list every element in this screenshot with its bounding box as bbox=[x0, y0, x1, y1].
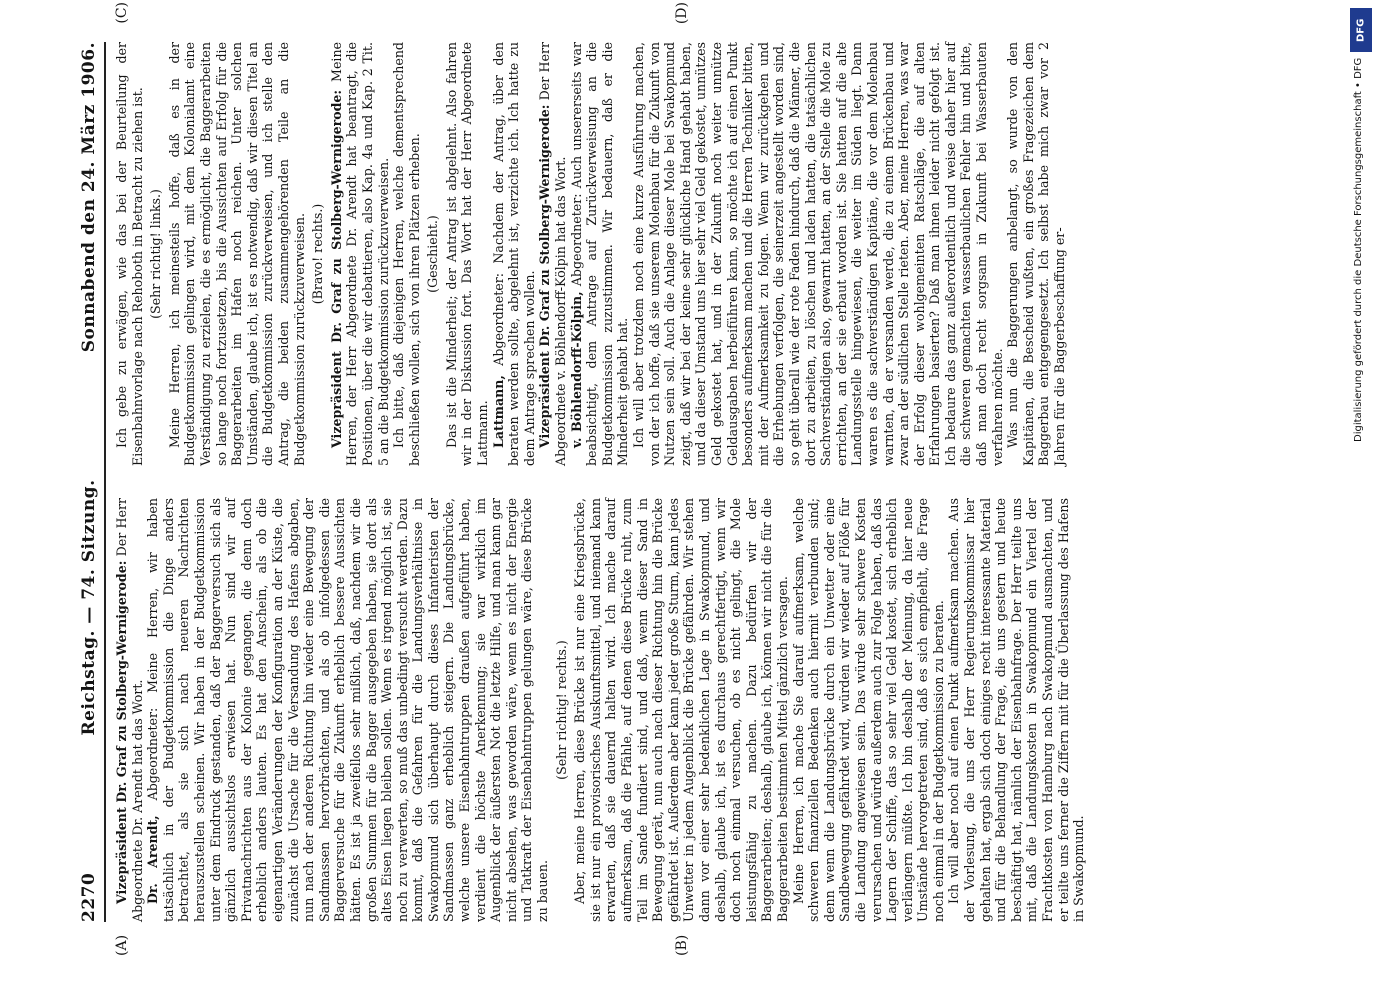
paragraph bbox=[946, 498, 1086, 922]
paragraph bbox=[791, 498, 947, 922]
paragraph bbox=[631, 42, 1005, 466]
paragraph-text: Aber, meine Herren, diese Brücke ist nur eine Kriegsbrücke, sie ist nur ein provisorisches Auskunftsmittel, und niemand kann erwarten, daß sie dauernd halten wird. Ich mache darauf aufmerksam, daß die Pfähle, auf denen diese Brücke ruht, zum Teil im Sande fundiert sind, und daß, wenn dieser Sand in Bewegung gerät, nun auch nach dieser Richtung hin die Brücke gefährdet ist. Außerdem aber kann jeder große Sturm, kann jedes Unwetter in jedem Augenblick die Brücke gefährden. Wir stehen dann vor einer sehr bedenklichen Lage in Swakopmund, und deshalb, glaube ich, ist es durchaus gerechtfertigt, wenn wir doch noch einmal versuchen, ob es nicht gelingt, die Mole leistungsfähig zu machen. Dazu bedürfen wir der Baggerarbeiten; deshalb, glaube ich, können wir nicht die für die Baggerarbeiten bestimmten Mittel gänzlich versagen. bbox=[572, 498, 790, 922]
interjection: (Geschieht.) bbox=[425, 215, 441, 293]
interjection: (Bravo! rechts.) bbox=[310, 203, 326, 305]
paragraph-text: Abgeordneter: Nachdem der Antrag, über den beraten werden sollte, abgelehnt ist, verzichte ich. Ich hatte zu dem Antrage sprechen wollen. bbox=[490, 42, 537, 466]
paragraph-text: Ich will aber noch auf einen Punkt aufmerksam machen. Aus der Vorlesung, die uns der Herr Regierungskommissar hier gehalten hat, ergab sich doch einiges recht interessante Material und für die Behandlung der Frage, die uns gestern und heute beschäftigt hat, nämlich der Eisenbahnfrage. Der Herr teilte uns mit, daß die Landungskosten in Swakopmund ein Viertel der Frachtkosten von Hamburg nach Swakopmund ausmachten, und er teilte uns ferner die Ziffern mit für die Überlassung des Hafens in Swakopmund. bbox=[946, 498, 1087, 922]
paragraph-text: Das ist die Minderheit; der Antrag ist abgelehnt. Also fahren wir in der Diskussion fort. Das Wort hat der Herr Abgeordnete Lattmann. bbox=[443, 42, 491, 466]
speaker-name: Lattmann, bbox=[490, 375, 506, 448]
paragraph bbox=[145, 498, 550, 922]
digitization-sidebar bbox=[1349, 8, 1373, 988]
interjection: (Sehr richtig! rechts.) bbox=[553, 640, 569, 780]
paragraph-text: Abgeordneter: Auch unsererseits war beabsichtigt, dem Antrage auf Zurückverweisung an die Budgetkommission zuzustimmen. Wir bedauern, daß er die Minderheit gehabt hat. bbox=[568, 42, 631, 466]
paragraph-text: Der Herr Abgeordnete v. Böhlendorff-Kölpin hat das Wort. bbox=[537, 42, 569, 466]
speaker-name: Vizepräsident Dr. Graf zu Stolberg-Wernigerode: bbox=[537, 104, 553, 448]
paragraph-text: Der Herr Abgeordnete Dr. Arendt hat das Wort. bbox=[114, 498, 145, 922]
paragraph bbox=[491, 42, 538, 466]
paragraph-text: Abgeordneter: Meine Herren, wir haben tatsächlich in der Budgetkommission die Dinge anders betrachtet, als sie sich nach neueren Nachrichten herauszustellen scheinen. Wir haben in der Budgetkommission unter dem Eindruck gestanden, daß der Baggerversuch sich als gänzlich aussichtslos erwiesen hat. Nun sind wir auf Privatnachrichten aus der Kolonie gegangen, die denn doch erheblich anders lauten. Es hat den Anschein, als ob die eigenartigen Veränderungen der Konfiguration an der Küste, die zunächst die Ursache für die Versandung des Hafens abgaben, nun nach der anderen Richtung hin wieder eine Bewegung der Sandmassen hervorbrächten, und als ob infolgedessen die Baggerversuche für die Zukunft erheblich bessere Aussichten hätten. Es ist ja zweifellos sehr mißlich, daß, nachdem wir die großen Summen für die Bagger ausgegeben haben, sie dort als altes Eisen liegen bleiben sollen. Wenn es irgend möglich ist, sie noch zu verwerten, so muß das unbedingt versucht werden. Dazu kommt, daß die Gefahren für die Landungsverhältnisse in Swakopmund sich überhaupt durch dieses Infanteristen der Sandmassen ganz erheblich steigern. Die Landungsbrücke, welche unsere Eisenbahntruppen draußen aufgeführt haben, verdient die höchste Anerkennung; sie war wirklich im Augenblick der äußersten Not die letzte Hilfe, und man kann gar nicht absehen, was geworden wäre, wenn es nicht der Energie und Tatkraft der Eisenbahntruppen gelungen wäre, diese Brücke zu bauen. bbox=[145, 498, 551, 922]
page-number: 2270 bbox=[79, 872, 99, 922]
paragraph bbox=[114, 42, 145, 466]
paragraph bbox=[572, 498, 790, 922]
speaker-name: Vizepräsident Dr. Graf zu Stolberg-Wernigerode: bbox=[328, 89, 344, 448]
margin-marker-d: (D) bbox=[674, 2, 690, 25]
speaker-name: Dr. Arendt, bbox=[145, 815, 161, 904]
margin-marker-c: (C) bbox=[114, 2, 130, 24]
interjection: (Sehr richtig! links.) bbox=[148, 189, 164, 319]
dfg-logo: DFG bbox=[1350, 8, 1372, 52]
right-column bbox=[114, 2, 1320, 466]
paragraph-text: Meine Herren, ich mache Sie darauf aufmerksam, welche schweren finanziellen Bedenken auch hiermit verbunden sind; denn wenn die Landungsbrücke durch ein Unwetter oder eine Sandbewegung gefährdet wird, würden wir wieder auf Flöße für die Landung angewiesen sein. Das würde sehr schwere Kosten verursachen und würde außerdem auch zur Folge haben, daß das Lagern der Schiffe, das so sehr viel Geld kostet, sich erheblich verlängern müßte. Ich bin deshalb der Meinung, da hier neue Umstände hervorgetreten sind, daß es sich empfiehlt, die Frage noch einmal in der Budgetkommission zu beraten. bbox=[790, 498, 946, 922]
paragraph bbox=[537, 42, 568, 466]
paragraph-text: Ich gebe zu erwägen, wie das bei der Beurteilung der Eisenbahnvorlage nach Rehoboth in Betracht zu ziehen ist. bbox=[114, 42, 145, 466]
margin-marker-b: (B) bbox=[674, 934, 690, 956]
paragraph bbox=[167, 42, 307, 466]
rotated-page bbox=[30, 0, 1360, 1000]
paragraph-text: Ich will aber trotzdem noch eine kurze Ausführung machen, von der ich hoffe, daß sie unserem Molenbau für die Zukunft von Nutzen sein soll. Auch die Anlage dieser Mole bei Swakopmund zeigt, daß wir bei der keine sehr glückliche Hand gehabt haben, und da dieser Umstand uns hier sehr viel Geld gekostet, unnützes Geld gekostet hat, und in der Zukunft noch weiter unnütze Geldausgaben herbeiführen kann, so möchte ich auf einen Punkt besonders aufmerksam machen und die Herren Techniker bitten, mit der Aufmerksamkeit zu folgen. Wenn wir zurückgehen und die Erhebungen verfolgen, die seinerzeit angestellt worden sind, so geht überall wie der rote Faden hindurch, daß die Männer, die dort zu arbeiten, zu löschen und laden hatten, die tatsächlichen Sachverständigen also, gewarnt hatten, an der Stelle die Mole zu errichten, an der sie erbaut worden ist. Sie hatten auf die alte Landungsstelle hingewiesen, die weiter im Süden liegt. Dann waren es die sachverständigen Kapitäne, die vor dem Molenbau warnten, da er versanden werde, die zu einem Brückenbau und zwar an der südlichen Stelle rieten. Aber, meine Herren, was war der Erfolg dieser wohlgemeinten Ratschläge, die auf alten Erfahrungen basierten? Daß man ihnen leider nicht gefolgt ist. Ich bedaure das ganz außerordentlich und weise daher hier auf die schweren gemachten wasserbaulichen Fehler hin und bitte, daß man doch recht sorgsam in Zukunft bei Wasserbauten verfahren möchte. bbox=[631, 42, 1005, 466]
paragraph-text: Meine Herren, ich meinesteils hoffe, daß es in der Budgetkommission gelingen wird, mit dem Kolonialamt eine Verständigung zu erzielen, die es ermöglicht, die Baggerarbeiten so lange noch fortzusetzen, bis die Aussichten auf Erfolg für die Baggerarbeiten im Hafen noch reichen. Unter solchen Umständen, glaube ich, ist es notwendig, daß wir diesen Titel an die Budgetkommission zurückverweisen, und ich stelle den Antrag, die beiden zusammengehörenden Teile an die Budgetkommission zurückzuverweisen. bbox=[166, 42, 307, 466]
session-title: Reichstag. — 74. Sitzung. bbox=[79, 479, 99, 736]
paragraph bbox=[329, 42, 391, 466]
paragraph bbox=[444, 42, 491, 466]
paragraph bbox=[569, 42, 631, 466]
paragraph-text: Ich bitte, daß diejenigen Herren, welche dementsprechend beschließen wollen, sich von ihren Plätzen erheben. bbox=[391, 42, 422, 466]
paragraph-text: Meine Herren, der Herr Abgeordnete Dr. Arendt hat beantragt, die Positionen, über die wir debattieren, also Kap. 4a und Kap. 2 Tit. 5 an die Budgetkommission zurückzuverweisen. bbox=[328, 41, 391, 466]
left-column bbox=[114, 498, 1320, 956]
margin-marker-a: (A) bbox=[114, 934, 130, 956]
paragraph-text: Was nun die Baggerungen anbelangt, so wurde von den Kapitänen, die Bescheid wußten, ein großes Fragezeichen dem Baggerbau entgegengesetzt. Ich selbst habe mich zwar vor 2 Jahren für die Baggerbeschaffung er- bbox=[1005, 42, 1068, 466]
session-date: Sonnabend den 24. März 1906. bbox=[79, 42, 99, 353]
speaker-name: Vizepräsident Dr. Graf zu Stolberg-Wernigerode: bbox=[114, 560, 129, 904]
paragraph bbox=[114, 498, 145, 922]
page-header bbox=[74, 42, 106, 922]
paragraph bbox=[391, 42, 422, 466]
speaker-name: v. Böhlendorff-Kölpin, bbox=[568, 291, 584, 448]
paragraph bbox=[1005, 42, 1067, 466]
digitization-credit: Digitalisierung gefördert durch die Deutsche Forschungsgemeinschaft • DFG bbox=[1353, 58, 1364, 443]
